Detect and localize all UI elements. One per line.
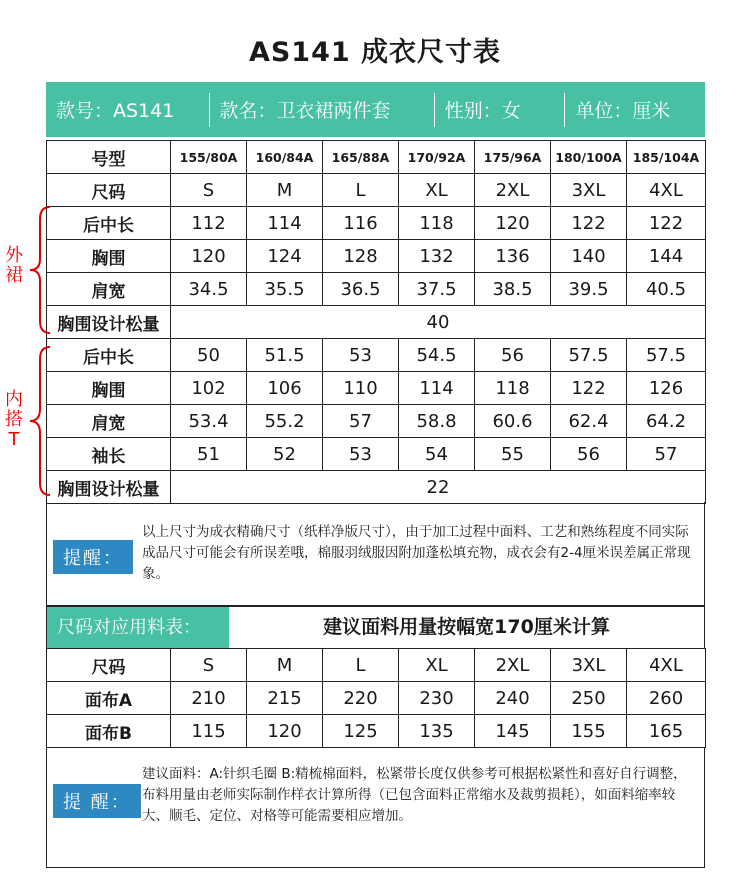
spec-cell: 185/104A xyxy=(627,141,706,174)
table-row xyxy=(47,141,706,174)
value-cell: 215 xyxy=(247,682,323,715)
value-cell: 122 xyxy=(551,372,627,405)
value-cell: 114 xyxy=(399,372,475,405)
value-cell: 102 xyxy=(171,372,247,405)
value-cell: 128 xyxy=(323,240,399,273)
ease-label: 胸围设计松量 xyxy=(47,306,171,339)
size-cell: M xyxy=(247,174,323,207)
gender: 性别：女 xyxy=(444,100,521,122)
fabric-section-title: 建议面料用量按幅宽170厘米计算 xyxy=(323,616,610,638)
size-label: 尺码 xyxy=(47,649,171,682)
value-cell: 57.5 xyxy=(551,339,627,372)
value-cell: 40.5 xyxy=(627,273,706,306)
reminder-box xyxy=(46,502,705,606)
value-cell: 51 xyxy=(171,438,247,471)
table-row xyxy=(47,306,706,339)
value-cell: 240 xyxy=(475,682,551,715)
reminder-tag: 提 醒： xyxy=(53,784,141,818)
value-cell: 37.5 xyxy=(399,273,475,306)
value-cell: 210 xyxy=(171,682,247,715)
value-cell: 55.2 xyxy=(247,405,323,438)
value-cell: 120 xyxy=(247,715,323,748)
size-cell: 3XL xyxy=(551,174,627,207)
value-cell: 62.4 xyxy=(551,405,627,438)
table-row xyxy=(47,715,706,748)
ease-label: 胸围设计松量 xyxy=(47,471,171,504)
table-row xyxy=(47,372,706,405)
value-cell: 56 xyxy=(551,438,627,471)
fabric-table xyxy=(46,648,706,748)
value-cell: 39.5 xyxy=(551,273,627,306)
value-cell: 58.8 xyxy=(399,405,475,438)
value-cell: 125 xyxy=(323,715,399,748)
value-cell: 122 xyxy=(551,207,627,240)
style-name: 款名：卫衣裙两件套 xyxy=(219,100,391,122)
size-cell: XL xyxy=(399,649,475,682)
value-cell: 106 xyxy=(247,372,323,405)
spec-cell: 165/88A xyxy=(323,141,399,174)
reminder-text: 以上尺寸为成衣精确尺寸（纸样净版尺寸），由于加工过程中面料、工艺和熟练程度不同实际成品尺寸可能会有所误差哦，棉服羽绒服因附加蓬松填充物，成衣会有2-4厘米误差属正常现象。 xyxy=(142,524,691,582)
value-cell: 115 xyxy=(171,715,247,748)
value-cell: 110 xyxy=(323,372,399,405)
size-cell: S xyxy=(171,649,247,682)
page-title: AS141 成衣尺寸表 xyxy=(248,37,502,68)
value-cell: 64.2 xyxy=(627,405,706,438)
row-label: 面布A xyxy=(47,682,171,715)
value-cell: 124 xyxy=(247,240,323,273)
size-cell: L xyxy=(323,649,399,682)
reminder-tag: 提醒： xyxy=(53,540,133,574)
reminder-text: 建议面料：A:针织毛圈 B:精梳棉面料，松紧带长度仅供参考可根据松紧性和喜好自行调整，布料用量由老师实际制作样衣计算所得（已包含面料正常缩水及裁剪损耗），如面料缩率较大、顺毛、定位、对格等可能需要相应增加。 xyxy=(142,766,687,824)
value-cell: 126 xyxy=(627,372,706,405)
ease-value: 40 xyxy=(171,306,706,339)
value-cell: 54.5 xyxy=(399,339,475,372)
value-cell: 50 xyxy=(171,339,247,372)
size-cell: 4XL xyxy=(627,649,706,682)
value-cell: 122 xyxy=(627,207,706,240)
value-cell: 136 xyxy=(475,240,551,273)
size-cell: 4XL xyxy=(627,174,706,207)
style-number: 款号：AS141 xyxy=(56,100,175,122)
value-cell: 250 xyxy=(551,682,627,715)
table-row xyxy=(47,339,706,372)
value-cell: 52 xyxy=(247,438,323,471)
value-cell: 155 xyxy=(551,715,627,748)
table-row xyxy=(47,471,706,504)
size-label: 尺码 xyxy=(47,174,171,207)
table-row xyxy=(47,649,706,682)
inner-group-brace xyxy=(24,345,54,497)
size-cell: L xyxy=(323,174,399,207)
value-cell: 118 xyxy=(399,207,475,240)
size-cell: 2XL xyxy=(475,174,551,207)
value-cell: 112 xyxy=(171,207,247,240)
fabric-section-header xyxy=(46,606,705,648)
row-label: 面布B xyxy=(47,715,171,748)
value-cell: 53.4 xyxy=(171,405,247,438)
value-cell: 55 xyxy=(475,438,551,471)
ease-value: 22 xyxy=(171,471,706,504)
inner-group-label: 内搭T xyxy=(5,389,23,450)
value-cell: 34.5 xyxy=(171,273,247,306)
value-cell: 230 xyxy=(399,682,475,715)
value-cell: 132 xyxy=(399,240,475,273)
size-cell: 3XL xyxy=(551,649,627,682)
value-cell: 53 xyxy=(323,438,399,471)
value-cell: 120 xyxy=(475,207,551,240)
size-cell: XL xyxy=(399,174,475,207)
row-label: 肩宽 xyxy=(47,273,171,306)
header-label: 号型 xyxy=(47,141,171,174)
value-cell: 260 xyxy=(627,682,706,715)
fabric-section-tag: 尺码对应用料表： xyxy=(47,607,229,648)
value-cell: 54 xyxy=(399,438,475,471)
spec-cell: 160/84A xyxy=(247,141,323,174)
size-cell: S xyxy=(171,174,247,207)
table-row xyxy=(47,207,706,240)
value-cell: 36.5 xyxy=(323,273,399,306)
value-cell: 120 xyxy=(171,240,247,273)
reminder-box xyxy=(46,747,705,868)
row-label: 后中长 xyxy=(47,339,171,372)
row-label: 胸围 xyxy=(47,240,171,273)
table-row xyxy=(47,405,706,438)
value-cell: 57 xyxy=(323,405,399,438)
value-cell: 35.5 xyxy=(247,273,323,306)
table-row xyxy=(47,682,706,715)
value-cell: 60.6 xyxy=(475,405,551,438)
size-table xyxy=(46,140,706,504)
value-cell: 114 xyxy=(247,207,323,240)
value-cell: 38.5 xyxy=(475,273,551,306)
size-cell: M xyxy=(247,649,323,682)
value-cell: 144 xyxy=(627,240,706,273)
row-label: 肩宽 xyxy=(47,405,171,438)
row-label: 袖长 xyxy=(47,438,171,471)
outer-group-label: 外裙 xyxy=(5,245,23,286)
value-cell: 51.5 xyxy=(247,339,323,372)
value-cell: 57.5 xyxy=(627,339,706,372)
value-cell: 220 xyxy=(323,682,399,715)
table-row xyxy=(47,174,706,207)
value-cell: 135 xyxy=(399,715,475,748)
info-bar xyxy=(46,82,705,137)
value-cell: 57 xyxy=(627,438,706,471)
spec-cell: 180/100A xyxy=(551,141,627,174)
row-label: 胸围 xyxy=(47,372,171,405)
spec-cell: 170/92A xyxy=(399,141,475,174)
unit: 单位：厘米 xyxy=(575,100,671,122)
value-cell: 140 xyxy=(551,240,627,273)
spec-cell: 155/80A xyxy=(171,141,247,174)
table-row xyxy=(47,240,706,273)
table-row xyxy=(47,273,706,306)
value-cell: 116 xyxy=(323,207,399,240)
outer-group-brace xyxy=(24,205,54,335)
table-row xyxy=(47,438,706,471)
value-cell: 165 xyxy=(627,715,706,748)
value-cell: 56 xyxy=(475,339,551,372)
value-cell: 145 xyxy=(475,715,551,748)
value-cell: 53 xyxy=(323,339,399,372)
value-cell: 118 xyxy=(475,372,551,405)
row-label: 后中长 xyxy=(47,207,171,240)
size-cell: 2XL xyxy=(475,649,551,682)
spec-cell: 175/96A xyxy=(475,141,551,174)
